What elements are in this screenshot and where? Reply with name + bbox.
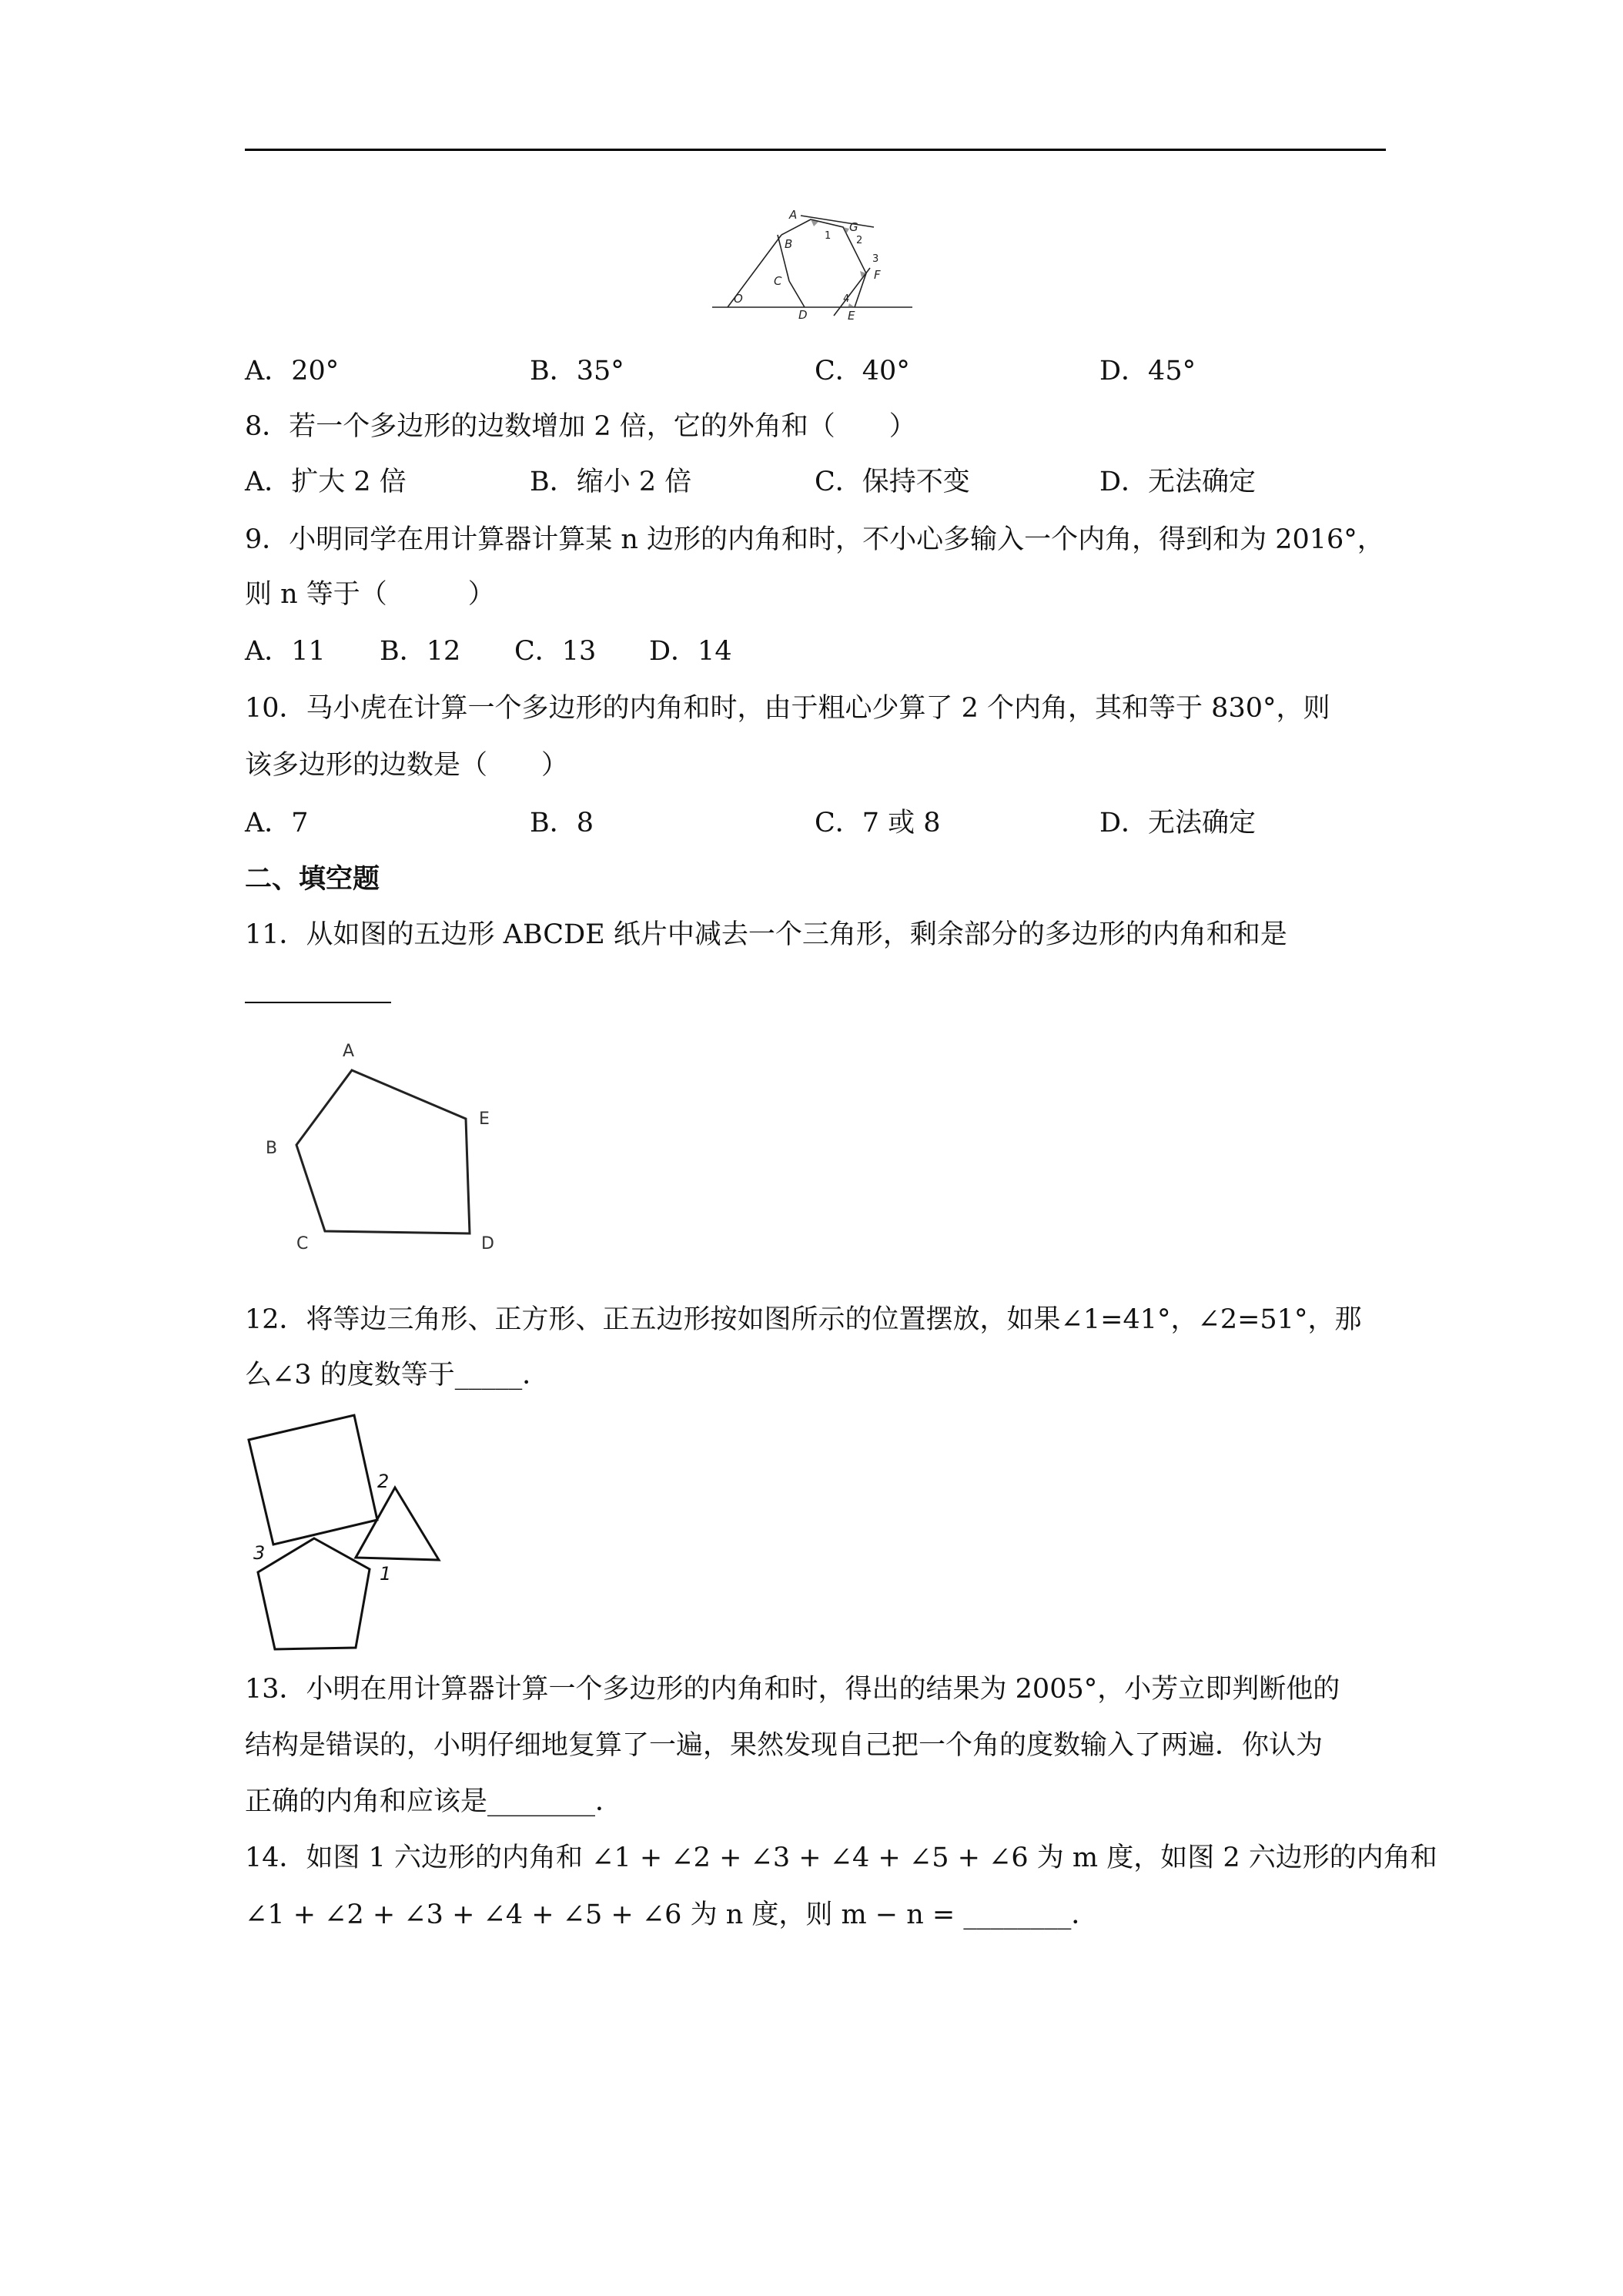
q11-label-b: B [266, 1139, 278, 1158]
q11-label-c: C [296, 1234, 309, 1253]
q9-option-d: D．14 [649, 636, 732, 667]
q8-option-b: B．缩小 2 倍 [530, 467, 692, 497]
q12-line-1: 12．将等边三角形、正方形、正五边形按如图所示的位置摆放，如果∠1=41°，∠2=51°，那 [245, 1304, 1362, 1335]
q10-option-c: C．7 或 8 [815, 808, 941, 838]
q10-line-1: 10．马小虎在计算一个多边形的内角和时，由于粗心少算了 2 个内角，其和等于 830°，则 [245, 693, 1330, 724]
q7-option-a: A．20° [245, 356, 340, 387]
q7-label-b: B [785, 237, 793, 251]
q7-label-g: G [849, 220, 858, 234]
q11-label-a: A [343, 1042, 355, 1061]
header-rule [245, 149, 1386, 151]
q11-pentagon-figure [254, 1032, 508, 1263]
q7-label-4: 4 [843, 293, 850, 305]
q8-text: 8．若一个多边形的边数增加 2 倍，它的外角和（ ） [245, 411, 916, 442]
q11-label-d: D [481, 1234, 494, 1253]
q9-option-c: C．13 [514, 636, 597, 667]
q7-option-c: C．40° [815, 356, 910, 387]
q12-label-1: 1 [380, 1563, 392, 1585]
q9-line-2: 则 n 等于（ ） [245, 579, 495, 610]
q7-label-f: F [874, 268, 881, 282]
q10-option-b: B．8 [530, 808, 594, 838]
section-heading: 二、填空题 [245, 863, 380, 895]
q7-label-c: C [774, 274, 782, 288]
q7-label-3: 3 [872, 253, 879, 265]
q11-label-e: E [479, 1110, 490, 1129]
q7-option-d: D．45° [1099, 356, 1196, 387]
q12-label-2: 2 [377, 1471, 390, 1492]
q10-line-2: 该多边形的边数是（ ） [245, 750, 569, 781]
q8-option-d: D．无法确定 [1099, 467, 1257, 497]
q13-line-2: 结构是错误的，小明仔细地复算了一遍，果然发现自己把一个角的度数输入了两遍．你认为 [245, 1730, 1323, 1761]
q8-option-c: C．保持不变 [815, 467, 970, 497]
q7-label-a: A [789, 208, 798, 222]
q9-option-a: A．11 [245, 636, 326, 667]
q10-option-d: D．无法确定 [1099, 808, 1257, 838]
q14-line-1: 14．如图 1 六边形的内角和 ∠1 + ∠2 + ∠3 + ∠4 + ∠5 + ∠6 为 m 度，如图 2 六边形的内角和 [245, 1842, 1437, 1873]
q10-option-a: A．7 [245, 808, 309, 838]
q9-option-b: B．12 [380, 636, 461, 667]
q7-figure [704, 200, 920, 323]
pentagon-shape [258, 1538, 370, 1649]
q14-line-2: ∠1 + ∠2 + ∠3 + ∠4 + ∠5 + ∠6 为 n 度，则 m − n = ________． [245, 1899, 1099, 1930]
q7-label-d: D [798, 308, 808, 322]
q11-answer-blank [245, 1002, 391, 1003]
q12-shapes-figure [243, 1409, 458, 1655]
square-shape [249, 1415, 377, 1545]
q9-line-1: 9．小明同学在用计算器计算某 n 边形的内角和时，不小心多输入一个内角，得到和为 2016°， [245, 524, 1384, 555]
q11-text: 11．从如图的五边形 ABCDE 纸片中减去一个三角形，剩余部分的多边形的内角和和是 [245, 919, 1287, 950]
q7-label-1: 1 [825, 230, 832, 242]
q12-label-3: 3 [253, 1542, 266, 1564]
q7-label-e: E [848, 309, 855, 323]
triangle-shape [356, 1488, 439, 1560]
q7-option-b: B．35° [530, 356, 624, 387]
q13-line-3: 正确的内角和应该是________． [245, 1786, 623, 1817]
q13-line-1: 13．小明在用计算器计算一个多边形的内角和时，得出的结果为 2005°，小芳立即判断他的 [245, 1674, 1340, 1705]
q7-label-o: O [734, 292, 743, 306]
q7-label-2: 2 [856, 235, 863, 246]
q8-option-a: A．扩大 2 倍 [245, 467, 407, 497]
q12-line-2: 么∠3 的度数等于_____． [245, 1360, 550, 1391]
